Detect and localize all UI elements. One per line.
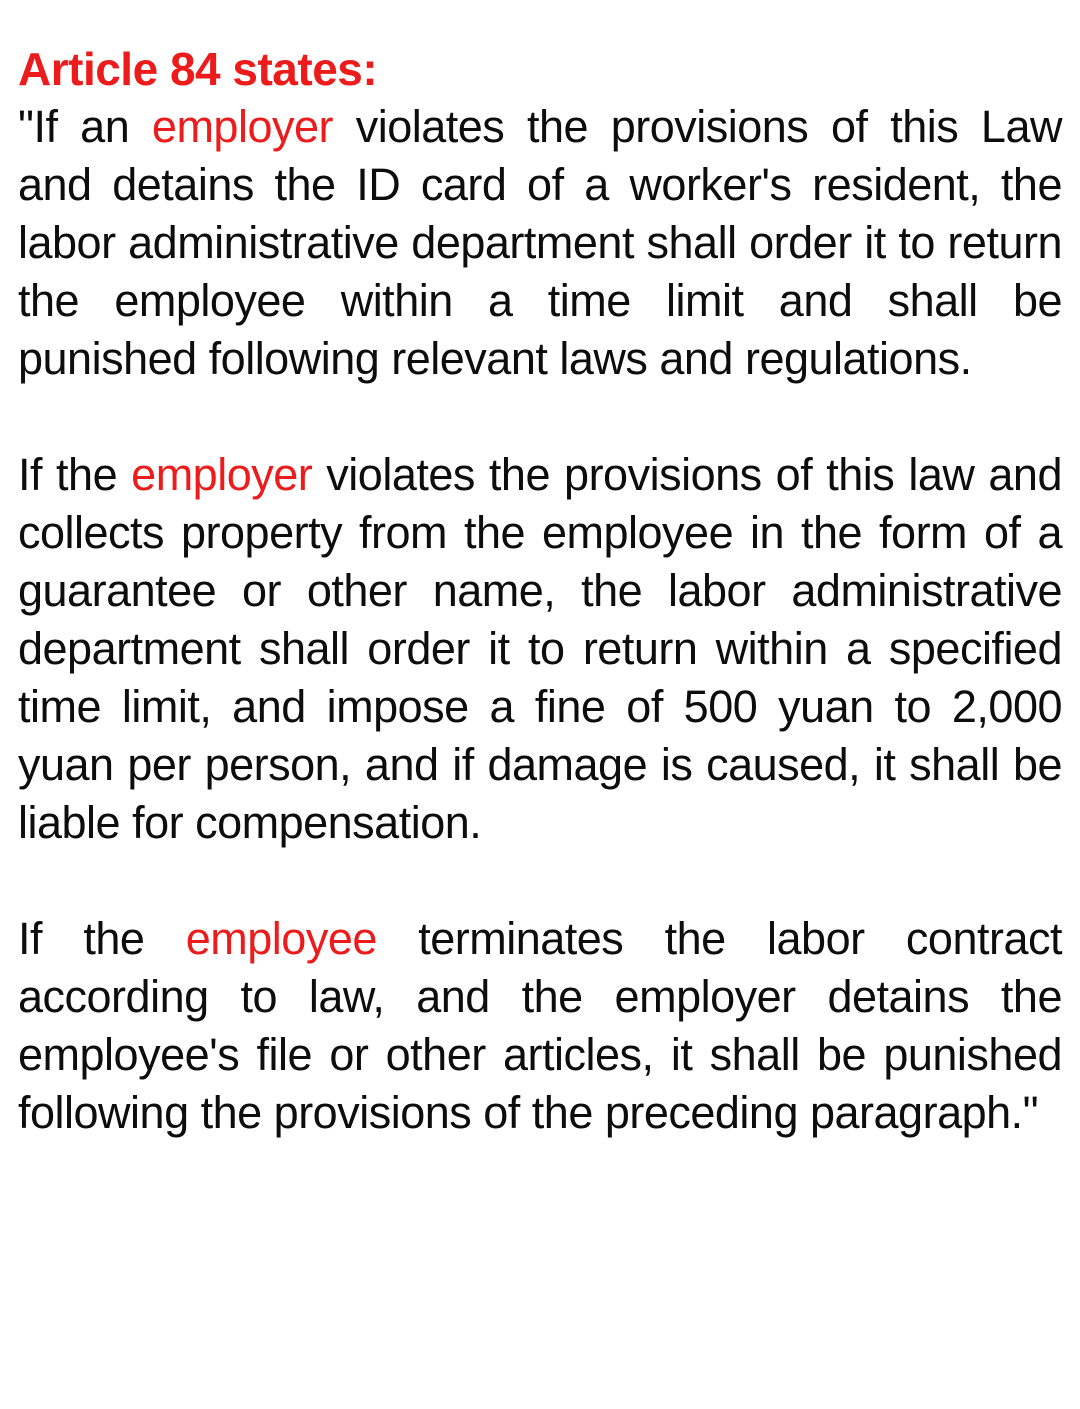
paragraph-2-highlight-employer: employer (131, 449, 313, 500)
paragraph-2-pre: If the (18, 449, 132, 500)
paragraph-3 (18, 910, 1062, 1142)
paragraph-2-post: violates the provisions of this law and collects property from the employee in the form of a guarantee or other name, the labor administrative department shall order it to return within a specified time limit, and impose a fine of 500 yuan to 2,000 yuan per person, and if damage is caused, it shall be liable for compensation. (18, 449, 1062, 848)
paragraph-1-post: violates the provisions of this Law and detains the ID card of a worker's resident, the labor administrative department shall order it to return the employee within a time limit and shall be punished following relevant laws and regulations. (18, 101, 1062, 384)
paragraph-1 (18, 98, 1062, 388)
paragraph-3-highlight-employee: employee (185, 913, 377, 964)
paragraph-1-pre: "If an (18, 101, 152, 152)
paragraph-3-pre: If the (18, 913, 186, 964)
paragraph-1-highlight-employer: employer (151, 101, 333, 152)
paragraph-3-post: terminates the labor contract according to law, and the employer detains the employee's file or other articles, it shall be punished following the provisions of the preceding paragraph." (18, 913, 1062, 1138)
article-heading: Article 84 states: (18, 43, 378, 95)
paragraph-2 (18, 446, 1062, 852)
